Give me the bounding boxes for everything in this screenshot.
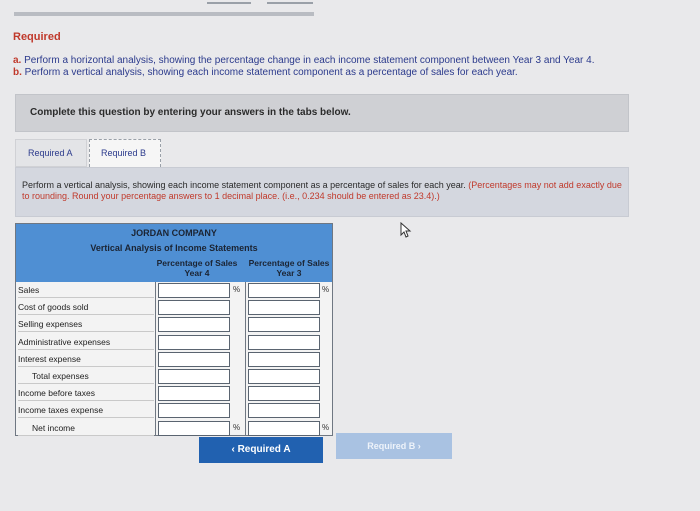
top-divider bbox=[14, 12, 314, 16]
row-label: Sales bbox=[18, 282, 154, 298]
row-label: Interest expense bbox=[18, 351, 154, 367]
year4-percent-input[interactable] bbox=[158, 352, 230, 367]
year3-percent-symbol: % bbox=[322, 422, 330, 432]
prev-button-label: Required A bbox=[237, 444, 291, 455]
tab-required-a-label: Required A bbox=[28, 148, 73, 158]
year4-percent-input[interactable] bbox=[158, 317, 230, 332]
table-title: Vertical Analysis of Income Statements bbox=[90, 243, 258, 253]
row-label: Cost of goods sold bbox=[18, 299, 154, 315]
chevron-right-icon: › bbox=[417, 441, 421, 451]
year4-percent-input[interactable] bbox=[158, 283, 230, 298]
year3-percent-input[interactable] bbox=[248, 386, 320, 401]
complete-question-bar bbox=[15, 94, 629, 132]
tab-required-a[interactable] bbox=[15, 139, 87, 167]
row-label: Income before taxes bbox=[18, 385, 154, 401]
year4-percent-input[interactable] bbox=[158, 369, 230, 384]
chevron-left-icon: ‹ bbox=[231, 444, 235, 455]
row-label: Total expenses bbox=[18, 368, 154, 384]
requirement-a-text: Perform a horizontal analysis, showing the percentage change in each income statement component between Year 3 and Year 4. bbox=[24, 55, 595, 66]
year4-percent-symbol: % bbox=[233, 422, 241, 432]
year4-percent-input[interactable] bbox=[158, 403, 230, 418]
requirement-a-letter: a. bbox=[13, 55, 22, 66]
top-tab-fragments bbox=[205, 0, 315, 10]
year3-percent-input[interactable] bbox=[248, 421, 320, 436]
year3-percent-input[interactable] bbox=[248, 317, 320, 332]
row-label: Administrative expenses bbox=[18, 334, 154, 350]
year3-percent-input[interactable] bbox=[248, 283, 320, 298]
column-header-year3: Percentage of Sales Year 3 bbox=[248, 258, 330, 278]
next-required-b-button[interactable] bbox=[336, 433, 452, 459]
tab-required-b[interactable] bbox=[89, 139, 161, 167]
grid-line bbox=[245, 282, 246, 435]
year4-percent-input[interactable] bbox=[158, 386, 230, 401]
vertical-analysis-table bbox=[15, 223, 333, 436]
tab-required-b-label: Required B bbox=[101, 148, 147, 158]
row-label: Income taxes expense bbox=[18, 402, 154, 418]
mouse-pointer-icon bbox=[399, 222, 413, 238]
required-title: Required bbox=[13, 31, 61, 43]
instruction-text bbox=[22, 180, 622, 202]
instruction-note: (Percentages may not add exactly due to rounding. Round your percentage answers to 1 decimal place. (i.e., 0.234 should be entered as 23.4).) bbox=[22, 180, 622, 201]
year3-percent-input[interactable] bbox=[248, 335, 320, 350]
grid-line bbox=[155, 282, 156, 435]
row-label: Net income bbox=[18, 420, 154, 436]
row-label: Selling expenses bbox=[18, 316, 154, 332]
requirement-b bbox=[13, 67, 518, 78]
company-name: JORDAN COMPANY bbox=[131, 228, 217, 238]
year3-percent-input[interactable] bbox=[248, 369, 320, 384]
year3-percent-input[interactable] bbox=[248, 300, 320, 315]
prev-required-a-button[interactable] bbox=[199, 437, 323, 463]
year4-percent-input[interactable] bbox=[158, 300, 230, 315]
year4-percent-input[interactable] bbox=[158, 421, 230, 436]
requirement-a bbox=[13, 55, 595, 66]
table-header bbox=[16, 224, 332, 282]
year4-percent-input[interactable] bbox=[158, 335, 230, 350]
year3-percent-symbol: % bbox=[322, 285, 330, 294]
year3-percent-input[interactable] bbox=[248, 352, 320, 367]
complete-question-text: Complete this question by entering your answers in the tabs below. bbox=[30, 107, 351, 118]
year4-percent-symbol: % bbox=[233, 285, 241, 294]
year3-percent-input[interactable] bbox=[248, 403, 320, 418]
instruction-main: Perform a vertical analysis, showing each income statement component as a percentage of sales for each year. bbox=[22, 180, 466, 190]
column-header-year4: Percentage of Sales Year 4 bbox=[156, 258, 238, 278]
requirement-b-text: Perform a vertical analysis, showing each income statement component as a percentage of sales for each year. bbox=[24, 67, 518, 78]
requirement-b-letter: b. bbox=[13, 67, 22, 78]
next-button-label: Required B bbox=[367, 441, 416, 451]
instruction-panel bbox=[15, 167, 629, 217]
